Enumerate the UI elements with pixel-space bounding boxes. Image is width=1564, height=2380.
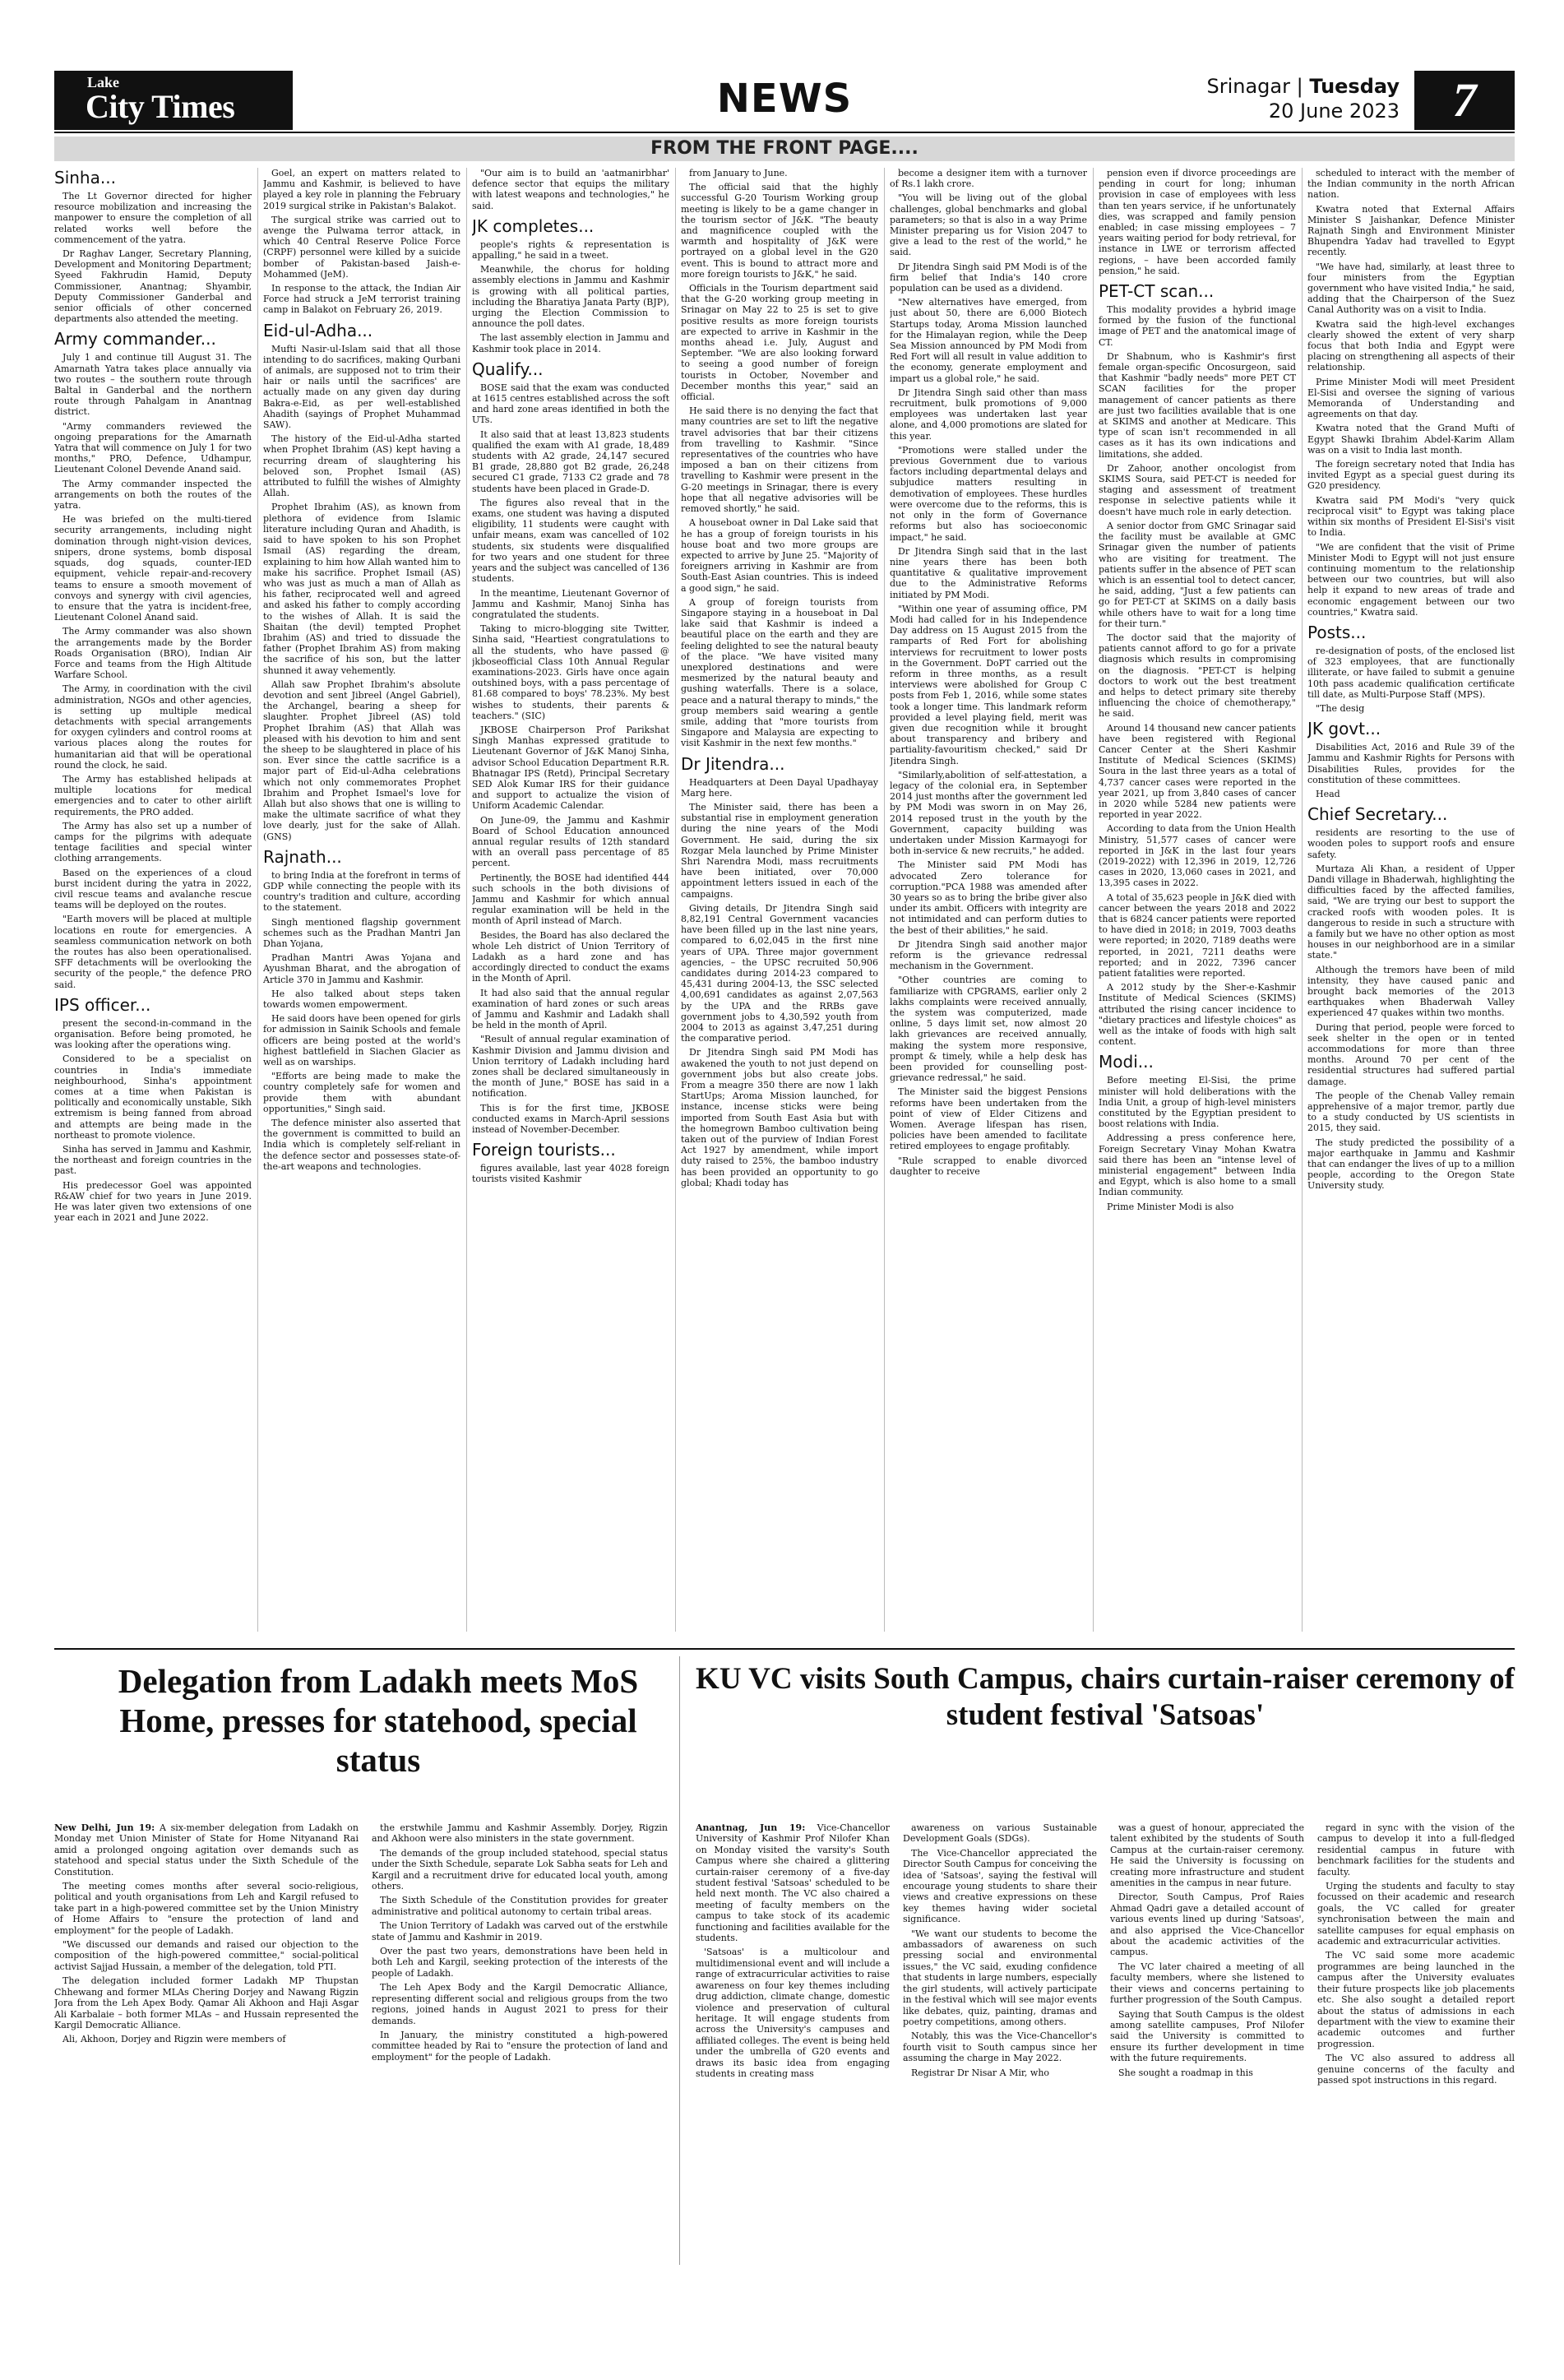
lead-text: Vice-Chancellor University of Kashmir Prof Nilofer Khan on Monday visited the varsity's South Campus where she chaired a glittering curtain-raiser ceremony of a five-day student festival 'Satsoas' scheduled to be held next month. The VC also chaired a meeting of faculty members on the campus to take stock of its academic functioning and facilities available for the students. <box>696 1822 890 1944</box>
paragraph: The VC also assured to address all genuine concerns of the faculty and passed spot instructions in this regard. <box>1317 2053 1515 2086</box>
paragraph: The Lt Governor directed for higher resource mobilization and increasing the manpower to ensure the completion of all related works well before the commencement of the yatra. <box>54 191 252 245</box>
paragraph: Prophet Ibrahim (AS), as known from plethora of evidence from Islamic literature including Quran and Ahadith, is said to have spoken to his son Prophet Ismail (AS) regarding the dream, explaining to him how Allah wanted him to make his sacrifice. Prophet Ismail (AS) who was just as much a man of Allah as his father, reciprocated well and agreed and asked his father to comply according to the wishes of Allah. It is said the Shaitan (the devil) tempted Prophet Ibrahim (AS) and tried to dissuade the father (Prophet Ibrahim AS) from making the sacrifice of his son, but the latter shunned it away vehemently. <box>263 502 460 676</box>
story-jump-heading: Army commander... <box>54 329 216 350</box>
dateline-paragraph <box>54 1822 359 1878</box>
paragraph: Allah saw Prophet Ibrahim's absolute devotion and sent Jibreel (Angel Gabriel), the Archangel, bearing a sheep for slaughter. Prophet Jibreel (AS) told Prophet Ibrahim (AS) that Allah was pleased with his devotion to him and sent the sheep to be slaughtered in place of his son. Ever since the cattle sacrifice is a major part of Eid-ul-Adha celebrations which not only commemorates Prophet Ibrahim and Prophet Ismael's love for Allah but also shows that one is willing to make the ultimate sacrifice of what they love dearly, just for the sake of Allah. (GNS) <box>263 678 460 842</box>
paragraph: Sinha has served in Jammu and Kashmir, the northeast and foreign countries in the past. <box>54 1144 252 1177</box>
paragraph: During that period, people were forced to seek shelter in the open or in tented accommodations for more than three months. Around 70 per cent of the residential structures had suffered partial damage. <box>1307 1021 1515 1087</box>
paragraph: The Leh Apex Body and the Kargil Democratic Alliance, representing different social and religious groups from the two regions, joined hands in August 2021 to press for their demands. <box>372 1982 668 2026</box>
paragraph: The doctor said that the majority of patients cannot afford to go for a private diagnosis which results in compromising on the diagnosis. "PET-CT is helping doctors to work out the best treatment and helps to detect primary site thereby influencing the choice of chemotherapy," he said. <box>1099 632 1296 720</box>
news-column-7 <box>1307 168 1515 1640</box>
paragraph: It had also said that the annual regular examination of hard zones or such areas of Jammu and Kashmir and Ladakh shall be held in the month of April. <box>472 987 669 1031</box>
masthead <box>54 71 1515 130</box>
story-jump-heading: JK govt... <box>1307 719 1381 739</box>
ladakh-story-headline: Delegation from Ladakh meets MoS Home, presses for statehood, special status <box>118 1662 639 1779</box>
paragraph: Taking to micro-blogging site Twitter, Sinha said, "Heartiest congratulations to all the students, who have passed @ jkboseofficial Class 10th Annual Regular examinations-2023. Girls have once again outshined boys, with a pass percentage of 81.68 compared to boys' 78.23%. My best wishes to students, their parents & teachers." (SIC) <box>472 623 669 721</box>
paragraph: Head <box>1316 788 1340 799</box>
paragraph: present the second-in-command in the organisation. Before being promoted, he was looking after the operations wing. <box>54 1017 252 1051</box>
paragraph: residents are resorting to the use of wooden poles to support roofs and ensure safety. <box>1307 827 1515 860</box>
story-jump-heading: Chief Secretary... <box>1307 804 1448 825</box>
ku-story-column-3 <box>1110 1822 1304 2258</box>
paragraph: the erstwhile Jammu and Kashmir Assembly. Dorjey, Rigzin and Akhoon were also ministers in the state government. <box>372 1822 668 1845</box>
dateline: Srinagar | Tuesday 20 June 2023 <box>1206 75 1400 123</box>
paragraph: The demands of the group included statehood, special status under the Sixth Schedule, separate Lok Sabha seats for Leh and Kargil and a recruitment drive for educated local youth, among others. <box>372 1847 668 1892</box>
paragraph: scheduled to interact with the member of the Indian community in the north African nation. <box>1307 168 1515 201</box>
paragraph: Dr Jitendra Singh said PM Modi is of the firm belief that India's 140 crore population can be used as a dividend. <box>890 261 1087 294</box>
front-page-band: FROM THE FRONT PAGE.... <box>54 137 1515 161</box>
paragraph: July 1 and continue till August 31. The Amarnath Yatra takes place annually via two routes – the southern route through Baltal in Ganderbal and the northern route through Pahalgam in Anantnag district. <box>54 352 252 418</box>
news-column-2 <box>263 168 460 1640</box>
paragraph: "We want our students to become the ambassadors of awareness on such pressing social and environmental issues," the VC said, exuding confidence that students in large numbers, especially the girl students, will actively participate in the festival which will see major events like debates, quiz, painting, dramas and poetry competitions, among others. <box>903 1928 1097 2027</box>
paragraph: This is for the first time, JKBOSE conducted exams in March-April sessions instead of November-December. <box>472 1102 669 1136</box>
paragraph: 'Satsoas' is a multicolour and multidimensional event and will include a range of extracurricular activities to raise awareness on four key themes including drug addiction, climate change, domestic violence and preservation of cultural heritage. It will engage students from across the University's campuses and affiliated colleges. The event is being held under the umbrella of G20 events and draws its basic idea from engaging students in creating mass <box>696 1947 890 2079</box>
paragraph: "Rule scrapped to enable divorced daughter to receive <box>890 1155 1087 1177</box>
paragraph: "We discussed our demands and raised our objection to the composition of the high-powered committee," social-political activist Sajjad Hussain, a member of the delegation, told PTI. <box>54 1939 359 1972</box>
paragraph: He said there is no denying the fact that many countries are set to lift the negative travel advisories that bar their citizens from travelling to Kashmir. "Since representatives of the countries who have imposed a ban on their citizens from travelling to Kashmir were present in the G-20 meetings in Srinagar, there is every hope that all negative advisories will be removed shortly," he said. <box>681 405 878 515</box>
paragraph: The Minister said, there has been a substantial rise in employment generation during the nine years of the Modi Government. He said, during the six Rozgar Mela launched by Prime Minister Shri Narendra Modi, mass recruitments have been initiated, over 70,000 appointment letters issued in each of the campaigns. <box>681 801 878 900</box>
paragraph: Kwatra noted that External Affairs Minister S Jaishankar, Defence Minister Rajnath Singh and Environment Minister Bhupendra Yadav had travelled to Egypt recently. <box>1307 203 1515 258</box>
paragraph: He was briefed on the multi-tiered security arrangements, including night domination through night-vision devices, snipers, drone systems, bomb disposal squads, dog squads, counter-IED equipment, vehicle repair-and-recovery teams to ensure a smooth movement of convoys and synergy with civil agencies, to ensure that the yatra is incident-free, Lieutenant Colonel Anand said. <box>54 514 252 623</box>
paragraph: regard in sync with the vision of the campus to develop it into a full-fledged residential campus in future with benchmark facilities for the students and faculty. <box>1317 1822 1515 1878</box>
story-jump-heading: Eid-ul-Adha... <box>263 320 373 340</box>
paragraph: Mufti Nasir-ul-Islam said that all those intending to do sacrifices, making Qurbani of animals, are supposed not to trim their hair or nails until the sacrifices' are actually made on any given day during Bakra-e-Eid, as per well-established Ahadith (sayings of Prophet Muhammad SAW). <box>263 343 460 431</box>
news-column-4 <box>681 168 878 1640</box>
paragraph: Goel, an expert on matters related to Jammu and Kashmir, is believed to have played a key role in planning the February 2019 surgical strike in Pakistan's Balakot. <box>263 168 460 211</box>
paragraph: Around 14 thousand new cancer patients have been registered with Regional Cancer Center at the Sheri Kashmir Institute of Medical Sciences (SKIMS) Soura in the last three years as a total of 4,737 cancer cases were reported in the year 2021, up from 3,840 cases of cancer in 2020 while 5284 new patients were reported in year 2022. <box>1099 722 1296 821</box>
story-jump-heading: Sinha... <box>54 168 116 188</box>
paragraph: from January to June. <box>689 168 788 178</box>
paragraph: Director, South Campus, Prof Raies Ahmad Qadri gave a detailed account of various events lined up during 'Satsoas', and also apprised the Vice-Chancellor about the academic activities of the campus. <box>1110 1891 1304 1958</box>
news-column-3 <box>472 168 669 1640</box>
paragraph: This modality provides a hybrid image formed by the fusion of the functional image of PET and the anatomical image of CT. <box>1099 304 1296 348</box>
paragraph: Dr Zahoor, another oncologist from SKIMS Soura, said PET-CT is needed for staging and assessment of treatment response in selective patients while it doesn't have much role in early detection. <box>1099 462 1296 517</box>
ladakh-story-column-2 <box>372 1822 668 2258</box>
paragraph: The Army commander inspected the arrangements on both the routes of the yatra. <box>54 478 252 512</box>
paragraph: "Promotions were stalled under the previous Government due to various factors including departmental delays and subjudice matters resulting in demotivation of employees. These hurdles were overcome due to the reforms, this is not only in the form of Governance reforms but also has socioeconomic impact," he said. <box>890 444 1087 543</box>
paragraph: JKBOSE Chairperson Prof Parikshat Singh Manhas expressed gratitude to Lieutenant Governor of J&K Manoj Sinha, advisor School Education Department R.R. Bhatnagar IPS (Retd), Principal Secretary SED Alok Kumar IRS for their guidance and support to actualize the vision of Uniform Academic Calendar. <box>472 724 669 812</box>
paragraph: Murtaza Ali Khan, a resident of Upper Dandi village in Bhaderwah, highlighting the difficulties faced by the affected families, said, "We are trying our best to support the cracked roofs with wooden poles. It is dangerous to reside in such a structure with a family but we have no other option as most houses in our neighborhood are in a similar state." <box>1307 863 1515 961</box>
paragraph: Considered to be a specialist on countries in India's immediate neighbourhood, Sinha's appointment comes at a time when Pakistan is politically and economically unstable, Sikh extremism is being fanned from abroad and attempts are being made in the northeast to promote violence. <box>54 1053 252 1141</box>
story-jump-heading: IPS officer... <box>54 994 151 1015</box>
paragraph: The meeting comes months after several socio-religious, political and youth organisations from Leh and Kargil refused to take part in a high-powered committee set by the Union Ministry of Home Affairs to "ensure the protection of land and employment" for the people of Ladakh. <box>54 1881 359 1936</box>
paragraph: Addressing a press conference here, Foreign Secretary Vinay Mohan Kwatra said there has been an "intense level of ministerial engagement" between India and Egypt, which is also home to a small Indian community. <box>1099 1132 1296 1198</box>
dateline-paragraph <box>696 1822 890 1943</box>
paragraph: Officials in the Tourism department said that the G-20 working group meeting in Srinagar on May 22 to 25 is set to give positive results as more foreign tourists are expected to arrive in Kashmir in the months ahead i.e. July, August and September. "We are also looking forward to seeing a good number of foreign tourists in October, November and December months this year," said an official. <box>681 283 878 403</box>
ku-story-column-4 <box>1317 1822 1515 2258</box>
column-rule <box>675 168 676 1632</box>
paragraph: awareness on various Sustainable Development Goals (SDGs). <box>903 1822 1097 1845</box>
news-column-6 <box>1099 168 1296 1640</box>
paragraph: Saying that South Campus is the oldest among satellite campuses, Prof Nilofer said the University is committed to ensure its further development in time with the future requirements. <box>1110 2008 1304 2064</box>
ku-story-column-2 <box>903 1822 1097 2258</box>
paragraph: Ali, Akhoon, Dorjey and Rigzin were members of <box>62 2034 286 2045</box>
story-jump-heading: Qualify... <box>472 359 544 379</box>
paragraph: The history of the Eid-ul-Adha started when Prophet Ibrahim (AS) kept having a recurring dream of slaughtering his beloved son, Prophet Ismail (AS) attributed to fulfill the wishes of Almighty Allah. <box>263 433 460 499</box>
paragraph: "Similarly,abolition of self-attestation, a legacy of the colonial era, in September 2014 just months after the government led by PM Modi was sworn in on May 26, 2014 reposed trust in the youth by the Government, capacity building was undertaken under Mission Karmayogi for both in-service & new recruits," he added. <box>890 769 1087 857</box>
paragraph: In the meantime, Lieutenant Governor of Jammu and Kashmir, Manoj Sinha has congratulated the students. <box>472 587 669 620</box>
logo-title: City Times <box>86 88 235 125</box>
paragraph: re-designation of posts, of the enclosed list of 323 employees, that are functionally illiterate, or have failed to submit a genuine 10th pass academic qualification certificate till date, as Multi-Purpose Staff (MPS). <box>1307 645 1515 700</box>
paragraph: was a guest of honour, appreciated the talent exhibited by the students of South Campus at the curtain-raiser ceremony. He said the University is focussing on creating more infrastructure and student amenities in the campus in near future. <box>1110 1822 1304 1889</box>
paragraph: people's rights & representation is appalling," he said in a tweet. <box>472 238 669 262</box>
paragraph: Based on the experiences of a cloud burst incident during the yatra in 2022, civil rescue teams and avalanche rescue teams will be deployed on the routes. <box>54 867 252 911</box>
paragraph: Prime Minister Modi is also <box>1107 1201 1234 1212</box>
paragraph: A 2012 study by the Sher-e-Kashmir Institute of Medical Sciences (SKIMS) attributed the rising cancer incidence to "dietary practices and lifestyle choices" as well as the intake of foods with high salt content. <box>1099 982 1296 1048</box>
paragraph: It also said that at least 13,823 students qualified the exam with A1 grade, 18,489 students with A2 grade, 24,147 secured B1 grade, 28,880 got B2 grade, 26,248 secured C1 grade, 7133 C2 grade and 78 students have been placed in Grade-D. <box>472 428 669 494</box>
paragraph: "Army commanders reviewed the ongoing preparations for the Amarnath Yatra that will commence on July 1 for two months," PRO, Defence, Udhampur, Lieutenant Colonel Devende Anand said. <box>54 420 252 475</box>
paragraph: A houseboat owner in Dal Lake said that he has a group of foreign tourists in his house boat and two more groups are expected to arrive by June 25. "Majority of foreigners arriving in Kashmir are from South-East Asian countries. This is indeed a good sign," he said. <box>681 517 878 594</box>
paragraph: "New alternatives have emerged, from just about 50, there are 6,000 Biotech Startups today, Aroma Mission launched for the Himalayan region, while the Deep Sea Mission announced by PM Modi from Red Fort will all result in value addition to the economy, generate employment and impart us a global role," he said. <box>890 297 1087 384</box>
paragraph: "Other countries are coming to familiarize with CPGRAMS, earlier only 2 lakhs complaints were received annually, the system was computerized, made online, 5 days limit set, now almost 20 lakh grievances are received annually, making the system more responsive, prompt & timely, while a help desk has been provided for counselling post-grievance redressal," he said. <box>890 975 1087 1084</box>
column-rule <box>884 168 885 1632</box>
column-rule <box>1302 168 1303 1632</box>
paragraph: The last assembly election in Jammu and Kashmir took place in 2014. <box>472 332 669 354</box>
paragraph: The VC said some more academic programmes are being launched in the campus after the University evaluates their future prospects like job placements etc. She also sought a detailed report about the status of admissions in each department with the view to examine their academic outcomes and further progression. <box>1317 1950 1515 2049</box>
paragraph: Disabilities Act, 2016 and Rule 39 of the Jammu and Kashmir Rights for Persons with Disabilities Rules, provides for the constitution of these committees. <box>1307 742 1515 785</box>
lead-text: A six-member delegation from Ladakh on Monday met Union Minister of State for Home Nityanand Rai amid a prolonged ongoing agitation over demands such as statehood and special status under the Sixth Schedule of the Constitution. <box>54 1822 359 1878</box>
paragraph: Headquarters at Deen Dayal Upadhayay Marg here. <box>681 776 878 799</box>
dateline: Anantnag, Jun 19: <box>696 1822 806 1833</box>
paragraph: A senior doctor from GMC Srinagar said the facility must be available at GMC Srinagar given the number of patients who are visiting for treatment. The patients suffer in the absence of PET scan which is an essential tool to detect cancer, he said, adding, "Just a few patients can go for PET-CT at SKIMS on a daily basis while others have to wait for a long time for their turn." <box>1099 520 1296 629</box>
paragraph: According to data from the Union Health Ministry, 51,577 cases of cancer were reported in J&K in the last four years (2019-2022) with 12,396 in 2019, 12,726 cases in 2020, 13,060 cases in 2021, and 13,395 cases in 2022. <box>1099 823 1296 889</box>
ladakh-story-column-1 <box>54 1822 359 2258</box>
paragraph: Kwatra said the high-level exchanges clearly showed the extent of very sharp focus that both India and Egypt were placing on strengthening all aspects of their relationship. <box>1307 318 1515 373</box>
news-column-5 <box>890 168 1087 1640</box>
page-number: 7 <box>1414 71 1515 130</box>
paragraph: Although the tremors have been of mild intensity, they have caused panic and brought back memories of the 2013 earthquakes when Bhaderwah Valley experienced 47 quakes within two months. <box>1307 964 1515 1019</box>
dateline: New Delhi, Jun 19: <box>54 1822 155 1833</box>
paragraph: to bring India at the forefront in terms of GDP while connecting the people with its country's tradition and culture, according to the statement. <box>263 869 460 914</box>
paragraph: The people of the Chenab Valley remain apprehensive of a major tremor, partly due to a study conducted by US scientists in 2015, they said. <box>1307 1090 1515 1134</box>
paragraph: "We are confident that the visit of Prime Minister Modi to Egypt will not just ensure continuing momentum to the relationship between our two countries, but will also help it expand to new areas of trade and economic engagement between our two countries," Kwatra said. <box>1307 541 1515 618</box>
paragraph: The surgical strike was carried out to avenge the Pulwama terror attack, in which 40 Central Reserve Police Force (CRPF) personnel were killed by a suicide bomber of Pakistan-based Jaish-e-Mohammed (JeM). <box>263 214 460 280</box>
paragraph: Over the past two years, demonstrations have been held in both Leh and Kargil, seeking protection of the interests of the people of Ladakh. <box>372 1946 668 1979</box>
masthead-rule <box>54 132 1515 133</box>
ku-story-headline: KU VC visits South Campus, chairs curtain-raiser ceremony of student festival 'Satsoas' <box>696 1662 1515 1732</box>
paragraph: "We have had, similarly, at least three to four ministers from the Egyptian government who have visited India," he said, adding that the Chairperson of the Suez Canal Authority was on a visit to India. <box>1307 261 1515 316</box>
paragraph: Dr Raghav Langer, Secretary Planning, Development and Monitoring Department; Syeed Fakhrudin Hamid, Deputy Commissioner, Anantnag; Shyambir, Deputy Commissioner Ganderbal and senior officials of other concerned departments also attended the meeting. <box>54 248 252 325</box>
paragraph: Notably, this was the Vice-Chancellor's fourth visit to South campus since her assuming the charge in May 2022. <box>903 2030 1097 2064</box>
column-rule <box>257 168 258 1632</box>
section-divider <box>54 1648 1515 1650</box>
story-jump-heading: Foreign tourists... <box>472 1140 616 1160</box>
weekday: Tuesday <box>1309 75 1400 98</box>
paragraph: Dr Jitendra Singh said PM Modi has awakened the youth to not just depend on government jobs but also create jobs. From a meagre 350 there are now 1 lakh StartUps; Aroma Mission launched, for instance, incense sticks were being imported from South East Asia but with the homegrown Bamboo cultivation being taken out of the purview of Indian Forest Act 1927 by amendment, while import duty raised to 25%, the bamboo industry has been provided an opportunity to go global; Khadi today has <box>681 1047 878 1188</box>
section-title: NEWS <box>716 76 853 122</box>
paragraph: Urging the students and faculty to stay focussed on their academic and research goals, the VC called for greater synchronisation between the main and satellite campuses for equal emphasis on academic and extracurricular activities. <box>1317 1881 1515 1947</box>
paragraph: His predecessor Goel was appointed R&AW chief for two years in June 2019. He was later given two extensions of one year each in 2021 and June 2022. <box>54 1179 252 1224</box>
paragraph: Before meeting El-Sisi, the prime minister will hold deliberations with the India Unit, a group of high-level ministers constituted by the Egyptian president to boost relations with India. <box>1099 1075 1296 1130</box>
paragraph: The Union Territory of Ladakh was carved out of the erstwhile state of Jammu and Kashmir in 2019. <box>372 1920 668 1942</box>
paragraph: Dr Shabnum, who is Kashmir's first female organ-specific Oncosurgeon, said that Kashmir "badly needs" more PET CT SCAN facilities for the proper management of cancer patients as there are just two facilities available that is one at SKIMS and another at Medicare. This type of scan isn't recommended in all cases as it has its own indications and limitations, she added. <box>1099 350 1296 460</box>
paragraph: BOSE said that the exam was conducted at 1615 centres established across the soft and hard zone areas identified in both the UTs. <box>472 382 669 426</box>
paragraph: The figures also reveal that in the exams, one student was having a disputed eligibility, 11 students were caught with unfair means, exam was cancelled of 102 students, six students were disqualified for two years and one student for three years and the subject was cancelled of 136 students. <box>472 497 669 585</box>
city: Srinagar <box>1206 75 1290 98</box>
paragraph: Pradhan Mantri Awas Yojana and Ayushman Bharat, and the abrogation of Article 370 in Jammu and Kashmir. <box>263 952 460 985</box>
story-jump-heading: PET-CT scan... <box>1099 281 1215 302</box>
paragraph: "Result of annual regular examination of Kashmir Division and Jammu division and Union territory of Ladakh including hard zones shall be declared simultaneously in the month of June," BOSE has said in a notification. <box>472 1034 669 1100</box>
paragraph: The foreign secretary noted that India has invited Egypt as a special guest during its G20 presidency. <box>1307 459 1515 492</box>
story-separator <box>679 1656 680 2265</box>
logo-small-text: Lake <box>87 74 120 90</box>
story-jump-heading: Dr Jitendra... <box>681 753 785 774</box>
paragraph: Prime Minister Modi will meet President El-Sisi and oversee the signing of various Memoranda of Understanding and agreements on that day. <box>1307 376 1515 420</box>
paragraph: A group of foreign tourists from Singapore staying in a houseboat in Dal lake said that Kashmir is indeed a beautiful place on the earth and they are feeling delighted to see the natural beauty of the place. "We have visited many unexplored destinations and were mesmerized by the natural beauty and gushing waterfalls. There is a solace, peace and a natural therapy to minds," the group members said wearing a gentle smile, adding that "more tourists from Singapore and Malaysia are expecting to visit Kashmir in the next few months." <box>681 596 878 749</box>
paragraph: Kwatra said PM Modi's "very quick reciprocal visit" to Egypt was taking place within six months of President El-Sisi's visit to India. <box>1307 494 1515 539</box>
paragraph: Registrar Dr Nisar A Mir, who <box>911 2067 1050 2078</box>
paragraph: The official said that the highly successful G-20 Tourism Working group meeting is likely to be a game changer in the tourism sector of J&K. "The beauty and magnificence coupled with the warmth and hospitality of J&K were portrayed on a global level in the G20 event. This is bound to attract more and more foreign tourists to J&K," he said. <box>681 182 878 280</box>
paragraph: pension even if divorce proceedings are pending in court for long; inhuman provision in case of employees with less than ten years service, if he unfortunately dies, was scrapped and family pension enabled; in case missing employees – 7 years waiting period for body retrieval, for instance in LWE or terrorism affected regions, – have been accorded family pension," he said. <box>1099 168 1296 276</box>
paragraph: "Earth movers will be placed at multiple locations en route for emergencies. A seamless communication network on both the routes has also been operationalised. SFF detachments will be overlooking the security of the people," the defence PRO said. <box>54 914 252 990</box>
paragraph: On June-09, the Jammu and Kashmir Board of School Education announced annual regular results of 12th standard with an overall pass percentage of 85 percent. <box>472 814 669 869</box>
paragraph: become a designer item with a turnover of Rs.1 lakh crore. <box>890 168 1087 190</box>
paragraph: The Sixth Schedule of the Constitution provides for greater administrative and political autonomy to certain tribal areas. <box>372 1895 668 1917</box>
paragraph: The study predicted the possibility of a major earthquake in Jammu and Kashmir that can endanger the lives of up to a million people, according to the Oregon State University study. <box>1307 1137 1515 1192</box>
column-rule <box>466 168 467 1632</box>
paragraph: Giving details, Dr Jitendra Singh said 8,82,191 Central Government vacancies have been filled up in the last nine years, compared to 6,02,045 in the first nine years of UPA. Three major government agencies, – the UPSC recruited 50,906 candidates during 2014-23 compared to 45,431 during 2004-13, the SSC selected 4,00,691 candidates as against 2,07,563 by the UPA and the RRBs gave government jobs to 4,30,592 youth from 2004 to 2013 as against 3,47,251 during the comparative period. <box>681 902 878 1044</box>
ku-story-column-1 <box>696 1822 890 2258</box>
paragraph: figures available, last year 4028 foreign tourists visited Kashmir <box>472 1163 669 1185</box>
paragraph: The defence minister also asserted that the government is committed to build an India which is completely self-reliant in the defence sector and possesses state-of-the-art weapons and technologies. <box>263 1118 460 1172</box>
paragraph: Singh mentioned flagship government schemes such as the Pradhan Mantri Jan Dhan Yojana, <box>263 916 460 949</box>
paragraph: Besides, the Board has also declared the whole Leh district of Union Territory of Ladakh as a hard zone and has accordingly directed to conduct the exams in the Month of April. <box>472 929 669 984</box>
paragraph: The Army, in coordination with the civil administration, NGOs and other agencies, is setting up multiple medical detachments with special arrangements for oxygen cylinders and control rooms at various places along the routes for humanitarian aid that will be operational round the clock, he said. <box>54 683 252 771</box>
paragraph: The Vice-Chancellor appreciated the Director South Campus for conceiving the idea of 'Satsoas', saying the festival will encourage young students to share their views and creative expressions on these key themes having wider societal significance. <box>903 1847 1097 1925</box>
paragraph: He said doors have been opened for girls for admission in Sainik Schools and female officers are being posted at the world's highest battlefield in Siachen Glacier as well as on warships. <box>263 1013 460 1068</box>
paragraph: He also talked about steps taken towards women empowerment. <box>263 988 460 1011</box>
paragraph: Dr Jitendra Singh said that in the last nine years there has been both quantitative & qualitative improvement due to the Administrative Reforms initiated by PM Modi. <box>890 545 1087 600</box>
story-jump-heading: Modi... <box>1099 1052 1154 1072</box>
paragraph: In response to the attack, the Indian Air Force had struck a JeM terrorist training camp in Balakot on February 26, 2019. <box>263 283 460 316</box>
story-jump-heading: Posts... <box>1307 622 1367 642</box>
paragraph: In January, the ministry constituted a high-powered committee headed by Rai to "ensure the protection of land and employment" for the people of Ladakh. <box>372 2029 668 2063</box>
paragraph: "The desig <box>1316 702 1365 714</box>
paragraph: Kwatra noted that the Grand Mufti of Egypt Shawki Ibrahim Abdel-Karim Allam was on a visit to India last month. <box>1307 423 1515 456</box>
paragraph: Pertinently, the BOSE had identified 444 such schools in the both divisions of Jammu and Kashmir for which annual regular examination will be held in the month of April instead of March. <box>472 872 669 927</box>
paragraph: Dr Jitendra Singh said another major reform is the grievance redressal mechanism in the Government. <box>890 938 1087 972</box>
paragraph: Dr Jitendra Singh said other than mass recruitment, bulk promotions of 9,000 employees was undertaken last year alone, and 4,000 promotions are slated for this year. <box>890 387 1087 442</box>
paragraph: "You will be living out of the global challenges, global benchmarks and global parameters; so that is also in a way Prime Minister preparing us for Vision 2047 to give a lead to the rest of the world," he said. <box>890 192 1087 258</box>
paragraph: The delegation included former Ladakh MP Thupstan Chhewang and former MLAs Chering Dorjey and Nawang Rigzin Jora from the Leh Apex Body. Qamar Ali Akhoon and Haji Asgar Ali Karbalaie – both former MLAs – and Hussain represented the Kargil Democratic Alliance. <box>54 1975 359 2030</box>
paragraph: The Army commander was also shown the arrangements made by the Border Roads Organisation (BRO), Indian Air Force and teams from the High Altitude Warfare School. <box>54 626 252 681</box>
paragraph: The Army has established helipads at multiple locations for medical emergencies and to cater to other airlift requirements, the PRO added. <box>54 773 252 817</box>
story-jump-heading: JK completes... <box>472 215 595 236</box>
issue-date: 20 June 2023 <box>1268 100 1400 123</box>
news-column-1 <box>54 168 252 1640</box>
paragraph: The Minister said PM Modi has advocated Zero tolerance for corruption."PCA 1988 was amended after 30 years so as to bring the bribe giver also under its ambit. Officers with integrity are not intimidated and can perform duties to the best of their abilities," he said. <box>890 859 1087 936</box>
paragraph: The Minister said the biggest Pensions reforms have been undertaken from the point of view of Elder Citizens and Women. Average lifespan has risen, policies have been amended to facilitate retired employees to engage profitably. <box>890 1086 1087 1152</box>
column-rule <box>1093 168 1094 1632</box>
paragraph: "Our aim is to build an 'aatmanirbhar' defence sector that equips the military with latest weapons and technologies," he said. <box>472 168 669 211</box>
paragraph: "Within one year of assuming office, PM Modi had called for in his Independence Day address on 15 August 2015 from the ramparts of Red Fort for abolishing interviews for recruitment to lower posts in the Government. DoPT carried out the reform in three months, as a result interviews were abolished for Group C posts from Feb 1, 2016, while some states took a longer time. This landmark reform provided a level playing field, merit was given due recognition while it brought about transparency and bribery and partiality-favouritism checked," said Dr Jitendra Singh. <box>890 603 1087 766</box>
story-jump-heading: Rajnath... <box>263 846 342 867</box>
paragraph: The Army has also set up a number of camps for the pilgrims with adequate tentage facilities and special winter clothing arrangements. <box>54 820 252 864</box>
paragraph: She sought a roadmap in this <box>1118 2067 1253 2078</box>
paragraph: Meanwhile, the chorus for holding assembly elections in Jammu and Kashmir is growing with all political parties, including the Bharatiya Janata Party (BJP), urging the Election Commission to announce the poll dates. <box>472 264 669 330</box>
paragraph: A total of 35,623 people in J&K died with cancer between the years 2018 and 2022 that is 6824 cancer patients were reported to have died in 2018; in 2019, 7003 deaths were reported; in 2020, 7189 deaths were reported, in 2021, 7211 deaths were reported; and in 2022, 7396 cancer patient fatalities were reported. <box>1099 891 1296 979</box>
paragraph: "Efforts are being made to make the country completely safe for women and provide them with abundant opportunities," Singh said. <box>263 1071 460 1114</box>
paragraph: The VC later chaired a meeting of all faculty members, where she listened to their views and concerns pertaining to further progression of the South Campus. <box>1110 1961 1304 2006</box>
